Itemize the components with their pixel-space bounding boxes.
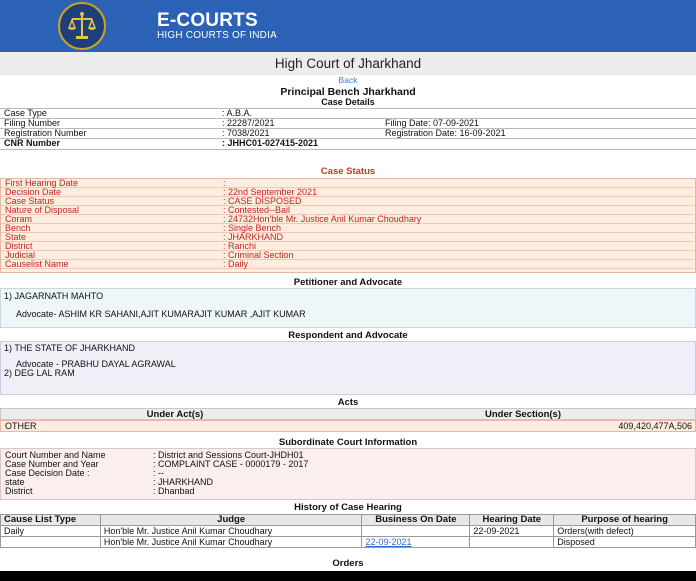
table-row bbox=[1, 526, 696, 537]
respondent-box bbox=[0, 341, 696, 395]
subordinate-label: Case Decision Date : bbox=[5, 468, 90, 478]
status-label: First Hearing Date bbox=[5, 178, 79, 188]
cnr-value: : JHHC01-027415-2021 bbox=[222, 138, 319, 148]
history-cell: Disposed bbox=[554, 537, 696, 548]
status-value: : JHARKHAND bbox=[223, 232, 284, 242]
court-name: High Court of Jharkhand bbox=[0, 52, 696, 75]
acts-col-act: Under Act(s) bbox=[146, 409, 204, 420]
case-status-table bbox=[0, 178, 696, 273]
history-col-business-date: Business On Date bbox=[362, 515, 470, 526]
history-cell: Hon'ble Mr. Justice Anil Kumar Choudhary bbox=[100, 537, 362, 548]
cnr-row bbox=[0, 139, 696, 148]
acts-heading: Acts bbox=[337, 397, 359, 408]
status-row bbox=[1, 188, 696, 197]
status-value: : Single Bench bbox=[223, 223, 282, 233]
status-row bbox=[1, 251, 696, 260]
status-row bbox=[1, 260, 696, 269]
subordinate-label: Case Number and Year bbox=[5, 459, 99, 469]
status-value: : Criminal Section bbox=[223, 250, 294, 260]
status-value: : CASE DISPOSED bbox=[223, 196, 302, 206]
brand-subtitle: HIGH COURTS OF INDIA bbox=[157, 30, 277, 41]
subordinate-value: : District and Sessions Court-JHDH01 bbox=[153, 450, 304, 460]
status-value: : 22nd September 2021 bbox=[223, 187, 318, 197]
status-label: Case Status bbox=[5, 196, 55, 206]
respondent-name-2: 2) DEG LAL RAM bbox=[4, 368, 75, 378]
section-value: 409,420,477A,506 bbox=[618, 421, 692, 431]
history-cell bbox=[470, 537, 554, 548]
status-label: Nature of Disposal bbox=[5, 205, 80, 215]
status-value: : 24732Hon'ble Mr. Justice Anil Kumar Choudhary bbox=[223, 214, 422, 224]
filing-date-value: Filing Date: 07-09-2021 bbox=[385, 118, 480, 128]
status-row bbox=[1, 215, 696, 224]
status-label: Coram bbox=[5, 214, 33, 224]
history-cell bbox=[1, 537, 101, 548]
filing-number-label: Filing Number bbox=[4, 118, 61, 128]
registration-number-label: Registration Number bbox=[4, 128, 87, 138]
subordinate-label: District bbox=[5, 486, 33, 496]
history-table bbox=[0, 514, 696, 548]
case-type-label: Case Type bbox=[4, 108, 47, 118]
subordinate-box bbox=[0, 448, 696, 500]
status-row bbox=[1, 179, 696, 188]
status-label: Bench bbox=[5, 223, 31, 233]
brand-title: E-COURTS bbox=[157, 10, 258, 31]
acts-col-section: Under Section(s) bbox=[484, 409, 561, 420]
orders-heading: Orders bbox=[332, 558, 364, 569]
history-col-purpose: Purpose of hearing bbox=[554, 515, 696, 526]
status-row bbox=[1, 197, 696, 206]
subordinate-label: Court Number and Name bbox=[5, 450, 106, 460]
history-cell: Daily bbox=[1, 526, 101, 537]
status-row bbox=[1, 242, 696, 251]
history-cell bbox=[362, 526, 470, 537]
subordinate-label: state bbox=[5, 477, 25, 487]
registration-number-value: : 7038/2021 bbox=[222, 128, 270, 138]
history-cell: 22-09-2021 bbox=[470, 526, 554, 537]
petitioner-box bbox=[0, 288, 696, 328]
history-col-hearing-date: Hearing Date bbox=[470, 515, 554, 526]
status-value: : Contested--Bail bbox=[223, 205, 291, 215]
act-value: OTHER bbox=[5, 421, 37, 431]
site-banner bbox=[0, 0, 696, 52]
status-row bbox=[1, 224, 696, 233]
subordinate-value: : -- bbox=[153, 468, 164, 478]
cnr-label: CNR Number bbox=[4, 138, 61, 148]
back-link[interactable]: Back bbox=[338, 75, 358, 85]
petitioner-advocate: Advocate- ASHIM KR SAHANI,AJIT KUMARAJIT KUMAR ,AJIT KUMAR bbox=[16, 309, 306, 319]
status-value: : Daily bbox=[223, 259, 249, 269]
case-type-value: : A.B.A. bbox=[222, 108, 253, 118]
status-label: State bbox=[5, 232, 27, 242]
status-label: Decision Date bbox=[5, 187, 62, 197]
case-details-heading: Case Details bbox=[321, 97, 375, 107]
history-cell: Hon'ble Mr. Justice Anil Kumar Choudhary bbox=[100, 526, 362, 537]
respondent-heading: Respondent and Advocate bbox=[288, 330, 408, 341]
business-date-link-text[interactable]: 22-09-2021 bbox=[365, 537, 412, 547]
case-status-heading: Case Status bbox=[320, 166, 376, 177]
status-label: Causelist Name bbox=[5, 259, 69, 269]
status-value: : bbox=[223, 178, 226, 188]
status-label: District bbox=[5, 241, 33, 251]
case-type-row bbox=[0, 109, 696, 118]
history-header-row bbox=[1, 515, 696, 526]
subordinate-value: : COMPLAINT CASE - 0000179 - 2017 bbox=[153, 459, 309, 469]
respondent-advocate: Advocate - PRABHU DAYAL AGRAWAL bbox=[16, 359, 176, 369]
history-heading: History of Case Hearing bbox=[294, 502, 402, 513]
petitioner-name: 1) JAGARNATH MAHTO bbox=[4, 291, 104, 301]
business-date-link[interactable] bbox=[362, 537, 470, 548]
registration-date-value: Registration Date: 16-09-2021 bbox=[385, 128, 506, 138]
subordinate-heading: Subordinate Court Information bbox=[278, 437, 418, 448]
scales-of-justice-icon bbox=[66, 10, 98, 42]
status-row bbox=[1, 233, 696, 242]
table-row bbox=[1, 537, 696, 548]
bench-title: Principal Bench Jharkhand bbox=[280, 86, 416, 98]
divider bbox=[0, 149, 696, 150]
acts-header-row bbox=[0, 408, 696, 420]
filing-number-value: : 22287/2021 bbox=[222, 118, 275, 128]
status-label: Judicial bbox=[5, 250, 36, 260]
history-col-cause-list: Cause List Type bbox=[1, 515, 101, 526]
history-cell: Orders(with defect) bbox=[554, 526, 696, 537]
brand-block bbox=[157, 12, 277, 42]
registration-number-row bbox=[0, 129, 696, 138]
respondent-name-1: 1) THE STATE OF JHARKHAND bbox=[4, 343, 136, 353]
court-emblem-icon bbox=[58, 2, 106, 50]
petitioner-heading: Petitioner and Advocate bbox=[293, 277, 403, 288]
acts-row bbox=[0, 420, 696, 432]
subordinate-value: : JHARKHAND bbox=[153, 477, 214, 487]
status-value: : Ranchi bbox=[223, 241, 257, 251]
history-col-judge: Judge bbox=[100, 515, 362, 526]
bottom-bar bbox=[0, 571, 696, 581]
subordinate-value: : Dhanbad bbox=[153, 486, 195, 496]
filing-number-row bbox=[0, 119, 696, 128]
